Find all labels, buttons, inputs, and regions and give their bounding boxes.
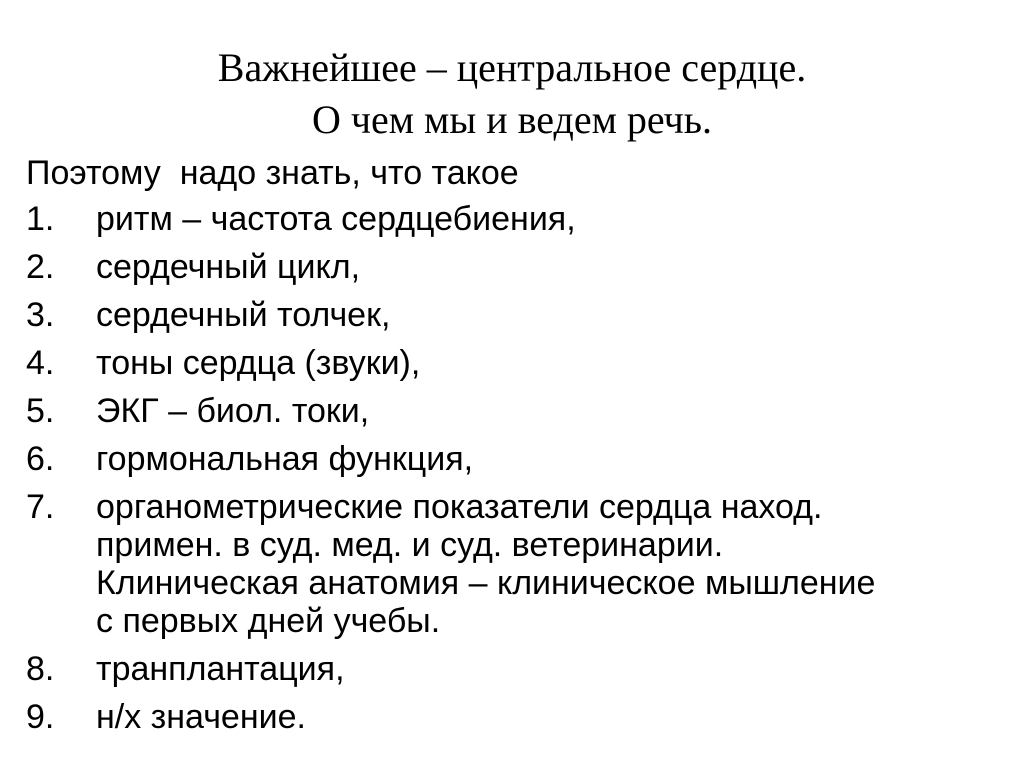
list-item-number: 5. <box>26 392 55 430</box>
list-item <box>26 650 1016 688</box>
list-item <box>26 248 1016 286</box>
list-item-number: 3. <box>26 296 55 334</box>
slide-title <box>0 42 1024 146</box>
list-item <box>26 392 1016 430</box>
list-item <box>26 296 1016 334</box>
list-item-text: ритм – частота сердцебиения, <box>96 200 576 238</box>
list-item <box>26 440 1016 478</box>
title-line-2: О чем мы и ведем речь. <box>311 97 713 142</box>
title-line-1: Важнейшее – центральное сердце. <box>217 45 807 90</box>
list-item-number: 8. <box>26 650 55 688</box>
list-item-number: 1. <box>26 200 55 238</box>
list-item-text: ЭКГ – биол. токи, <box>96 392 370 430</box>
list-item-number: 7. <box>26 488 55 526</box>
list-item <box>26 344 1016 382</box>
list-item-text: транплантация, <box>96 650 345 688</box>
list-item-text: гормональная функция, <box>96 440 474 478</box>
list-item <box>26 488 1016 640</box>
numbered-list <box>26 200 1016 746</box>
list-item-number: 4. <box>26 344 55 382</box>
list-item-text: органометрические показатели сердца наход. примен. в суд. мед. и суд. ветеринарии. Клиническая анатомия – клиническое мышление с первых дней учебы. <box>96 488 876 640</box>
intro-text: Поэтому надо знать, что такое <box>26 154 519 192</box>
list-item-number: 9. <box>26 698 55 736</box>
list-item <box>26 698 1016 736</box>
list-item-number: 2. <box>26 248 55 286</box>
list-item-text: тоны сердца (звуки), <box>96 344 421 382</box>
list-item-text: н/х значение. <box>96 698 306 736</box>
list-item-number: 6. <box>26 440 55 478</box>
list-item-text: сердечный толчек, <box>96 296 391 334</box>
list-item-text: сердечный цикл, <box>96 248 361 286</box>
list-item <box>26 200 1016 238</box>
